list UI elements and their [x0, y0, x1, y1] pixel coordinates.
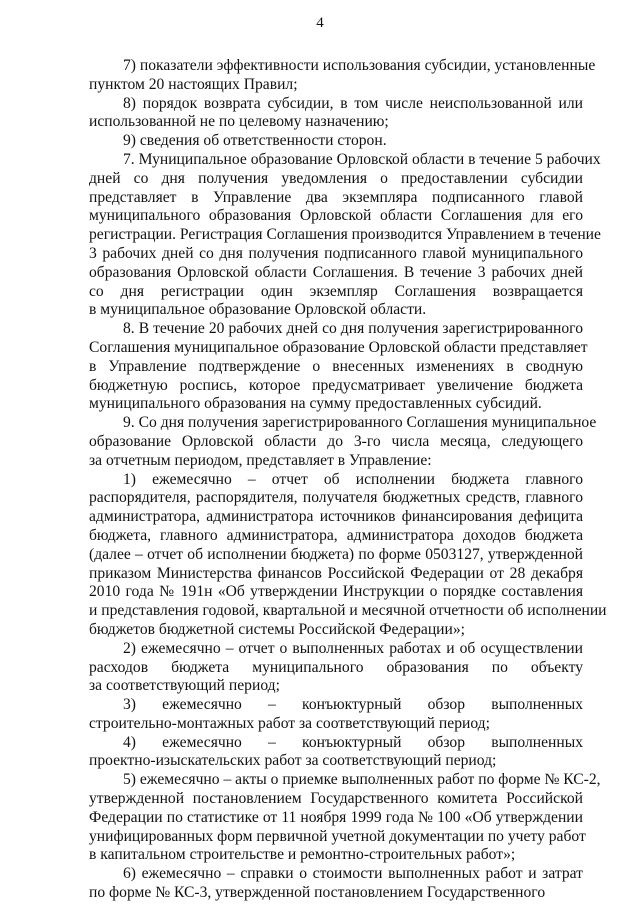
text-line: 1) ежемесячно – отчет об исполнении бюджета главного — [123, 470, 583, 488]
text-line: за отчетным периодом, представляет в Управление: — [89, 451, 432, 469]
text-line: 7) показатели эффективности использования субсидии, установленные — [123, 57, 596, 74]
text-line: распорядителя, распорядителя, получателя бюджетных средств, главного — [89, 489, 583, 507]
paragraph — [89, 470, 607, 640]
text-line: бюджета, главного администратора, администратора доходов бюджета — [89, 526, 583, 544]
text-line: 5) ежемесячно – акты о приемке выполненных работ по форме № КС-2, — [123, 771, 601, 789]
paragraph — [89, 696, 583, 734]
text-line: Федерации по статистике от 11 ноября 1999 года № 100 «Об утверждении — [89, 808, 583, 826]
text-line: в капитальном строительстве и ремонтно-строительных работ»; — [89, 846, 516, 864]
text-line: 7. Муниципальное образование Орловской области в течение 5 рабочих — [123, 150, 601, 168]
text-line: проектно-изыскательских работ за соответствующий период; — [89, 752, 497, 770]
text-line: образование Орловской области до 3-го числа месяца, следующего — [89, 432, 583, 450]
text-line: бюджетов бюджетной системы Российской Федерации»; — [89, 620, 465, 638]
text-line: утвержденной постановлением Государственного комитета Российской — [89, 790, 583, 808]
text-line: 3) ежемесячно – конъюктурный обзор выполненных — [123, 696, 583, 714]
paragraph — [89, 132, 583, 151]
paragraph — [89, 57, 596, 95]
text-line: пунктом 20 настоящих Правил; — [89, 75, 298, 93]
text-line: в Управление подтверждение о внесенных изменениях в сводную — [89, 357, 583, 375]
text-line: 9. Со дня получения зарегистрированного Соглашения муниципальное — [123, 414, 597, 432]
paragraph — [89, 95, 583, 133]
text-line: 2) ежемесячно – отчет о выполненных работах и об осуществлении — [123, 639, 583, 657]
text-line: строительно-монтажных работ за соответствующий период; — [89, 714, 490, 732]
text-line: унифицированных форм первичной учетной документации по учету работ — [89, 827, 586, 845]
text-line: 4) ежемесячно – конъюктурный обзор выполненных — [123, 733, 583, 751]
text-line: расходов бюджета муниципального образования по объекту — [89, 658, 583, 676]
text-line: 8. В течение 20 рабочих дней со дня получения зарегистрированного — [123, 320, 583, 338]
text-line: (далее – отчет об исполнении бюджета) по форме 0503127, утвержденной — [89, 545, 583, 563]
paragraph — [89, 414, 597, 470]
text-line: дней со дня получения уведомления о предоставлении субсидии — [89, 169, 583, 187]
text-line: использованной не по целевому назначению; — [89, 113, 389, 131]
text-line: 3 рабочих дней со дня получения подписанного главой муниципального — [89, 244, 583, 262]
paragraph — [89, 734, 583, 772]
text-line: 8) порядок возврата субсидии, в том числе неиспользованной или — [123, 94, 583, 112]
text-line: приказом Министерства финансов Российской Федерации от 28 декабря — [89, 564, 583, 582]
text-line: регистрации. Регистрация Соглашения производится Управлением в течение — [89, 226, 601, 244]
text-line: образования Орловской области Соглашения. В течение 3 рабочих дней — [89, 263, 583, 281]
paragraph — [89, 771, 601, 865]
text-line: по форме № КС-3, утвержденной постановлением Государственного — [89, 884, 546, 902]
text-line: в муниципальное образование Орловской области. — [89, 301, 427, 319]
text-line: и представления годовой, квартальной и месячной отчетности об исполнении — [89, 602, 607, 620]
text-line: бюджетную роспись, которое предусматривает увеличение бюджета — [89, 376, 583, 394]
text-line: 6) ежемесячно – справки о стоимости выполненных работ и затрат — [123, 865, 583, 883]
text-line: муниципального образования Орловской области Соглашения для его — [89, 207, 583, 225]
paragraph — [89, 150, 601, 320]
page-number: 4 — [316, 15, 324, 31]
text-line: за соответствующий период; — [89, 677, 280, 695]
text-line: 2010 года № 191н «Об утверждении Инструкции о порядке составления — [89, 583, 583, 601]
text-line: администратора, администратора источников финансирования дефицита — [89, 508, 583, 526]
text-line: со дня регистрации один экземпляр Соглашения возвращается — [89, 282, 583, 300]
paragraph — [89, 640, 583, 696]
document-body — [89, 57, 607, 903]
text-line: Соглашения муниципальное образование Орловской области представляет — [89, 338, 588, 356]
text-line: представляет в Управление два экземпляра подписанного главой — [89, 188, 583, 206]
paragraph — [89, 865, 583, 903]
text-line: муниципального образования на сумму предоставленных субсидий. — [89, 395, 542, 413]
paragraph — [89, 320, 588, 414]
text-line: 9) сведения об ответственности сторон. — [123, 132, 387, 150]
